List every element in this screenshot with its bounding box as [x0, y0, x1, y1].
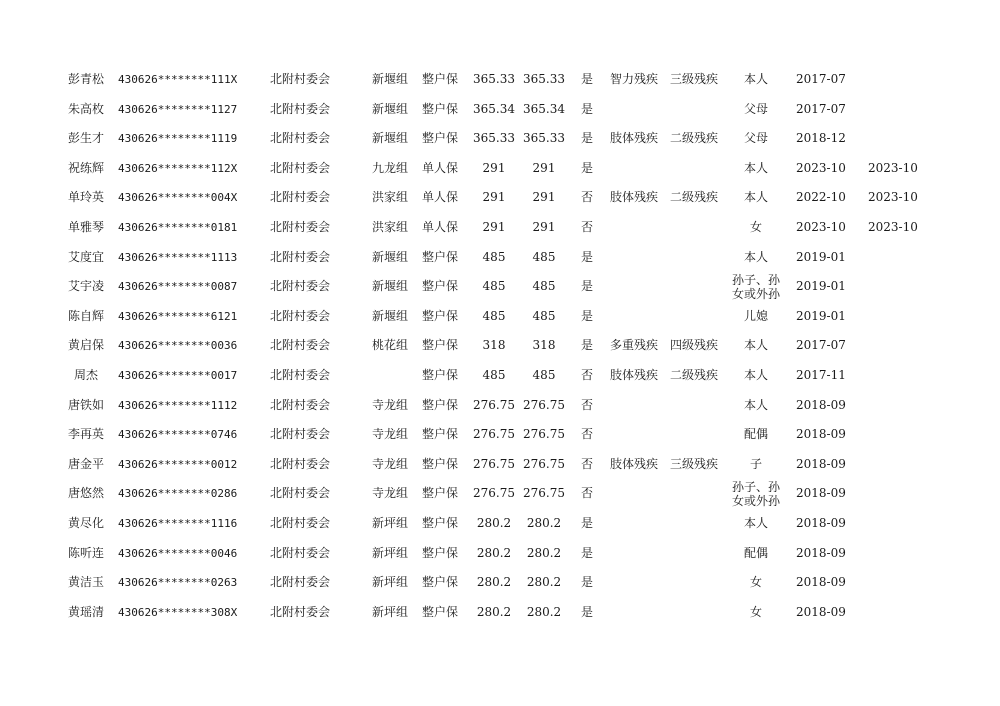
amount-cell: 318: [482, 338, 506, 353]
village-committee-cell: 北附村委会: [270, 190, 331, 205]
group-cell: 洪家组: [371, 190, 408, 205]
amount-cell: 291: [482, 190, 506, 205]
amount-cell: 365.33: [473, 72, 515, 86]
amount-cell: 485: [532, 279, 556, 294]
disability-level-cell: [670, 95, 726, 125]
date-cell: [868, 598, 928, 628]
disability-type-cell: [610, 420, 666, 450]
yes-no-cell: 是: [580, 308, 593, 323]
relation-cell: 本人: [743, 160, 768, 175]
guarantee-type-cell: 整户保: [422, 397, 459, 412]
village-committee-cell: 北附村委会: [270, 279, 331, 294]
amount-cell: 280.2: [476, 545, 512, 560]
yes-no-cell: 否: [580, 190, 593, 205]
disability-type-cell: [610, 479, 666, 509]
relation-cell: 父母: [743, 131, 768, 146]
amount-cell: 276.75: [523, 397, 565, 412]
guarantee-type-cell: 单人保: [422, 219, 459, 234]
start-date-cell: 2019-01: [796, 279, 846, 294]
yes-no-cell: 是: [580, 72, 593, 86]
amount-cell: 485: [482, 367, 506, 382]
table-row: [0, 213, 1000, 243]
start-date-cell: 2017-07: [796, 101, 846, 116]
amount-cell: 318: [532, 338, 556, 353]
group-cell: [366, 361, 414, 391]
start-date-cell: 2018-09: [796, 397, 846, 412]
disability-level-cell: [670, 479, 726, 509]
id-number-cell: 430626********0181: [118, 220, 238, 234]
disability-level-cell: [670, 568, 726, 598]
group-cell: 新堰组: [371, 249, 408, 264]
disability-type-cell: [610, 509, 666, 539]
relation-cell: 子: [749, 456, 762, 471]
group-cell: 新坪组: [371, 515, 408, 530]
guarantee-type-cell: 单人保: [422, 190, 459, 205]
amount-cell: 291: [532, 160, 556, 175]
table-row: [0, 243, 1000, 273]
village-committee-cell: 北附村委会: [270, 338, 331, 353]
disability-level-cell: [670, 598, 726, 628]
date-cell: [868, 450, 928, 480]
id-number-cell: 430626********6121: [118, 309, 238, 323]
village-committee-cell: 北附村委会: [270, 249, 331, 264]
date-cell: [868, 509, 928, 539]
village-committee-cell: 北附村委会: [270, 72, 331, 86]
yes-no-cell: 是: [580, 575, 593, 590]
disability-level-cell: 二级残疾: [670, 131, 719, 146]
disability-type-cell: 肢体残疾: [610, 131, 659, 146]
start-date-cell: 2018-09: [796, 427, 846, 442]
id-number-cell: 430626********0286: [118, 487, 238, 501]
amount-cell: 291: [532, 190, 556, 205]
table-row: [0, 95, 1000, 125]
date-cell: [868, 479, 928, 509]
group-cell: 新堰组: [371, 131, 408, 146]
id-number-cell: 430626********112X: [118, 161, 238, 175]
start-date-cell: 2017-07: [796, 72, 846, 86]
table-row: [0, 391, 1000, 421]
amount-cell: 280.2: [476, 604, 512, 619]
relation-cell: 本人: [743, 515, 768, 530]
name-cell: 单玲英: [67, 190, 104, 205]
name-cell: 彭青松: [67, 72, 104, 86]
start-date-cell: 2023-10: [796, 160, 846, 175]
relation-cell: 配偶: [743, 545, 768, 560]
guarantee-type-cell: 整户保: [422, 575, 459, 590]
date-cell: [868, 302, 928, 332]
amount-cell: 365.34: [473, 101, 515, 116]
guarantee-type-cell: 整户保: [422, 456, 459, 471]
name-cell: 周杰: [73, 367, 98, 382]
yes-no-cell: 是: [580, 101, 593, 116]
amount-cell: 276.75: [473, 456, 515, 471]
relation-cell: 本人: [743, 72, 768, 86]
group-cell: 九龙组: [371, 160, 408, 175]
guarantee-type-cell: 整户保: [422, 101, 459, 116]
disability-level-cell: [670, 272, 726, 302]
date-cell: [868, 391, 928, 421]
group-cell: 新坪组: [371, 604, 408, 619]
disability-type-cell: [610, 302, 666, 332]
date-cell: [868, 272, 928, 302]
yes-no-cell: 是: [580, 515, 593, 530]
disability-type-cell: [610, 568, 666, 598]
date-cell: 2023-10: [868, 219, 918, 234]
relation-cell: 女: [749, 219, 762, 234]
village-committee-cell: 北附村委会: [270, 486, 331, 501]
name-cell: 祝练辉: [67, 160, 104, 175]
disability-type-cell: 多重残疾: [610, 338, 659, 353]
disability-type-cell: [610, 213, 666, 243]
start-date-cell: 2018-09: [796, 575, 846, 590]
start-date-cell: 2022-10: [796, 190, 846, 205]
start-date-cell: 2019-01: [796, 308, 846, 323]
disability-type-cell: 智力残疾: [610, 72, 659, 86]
amount-cell: 485: [532, 249, 556, 264]
guarantee-type-cell: 整户保: [422, 486, 459, 501]
name-cell: 李再英: [67, 427, 104, 442]
id-number-cell: 430626********0263: [118, 576, 238, 590]
start-date-cell: 2018-09: [796, 486, 846, 501]
relation-cell: 孙子、孙女或外孙: [731, 273, 780, 302]
group-cell: 寺龙组: [371, 456, 408, 471]
group-cell: 新堰组: [371, 101, 408, 116]
id-number-cell: 430626********1119: [118, 132, 238, 146]
name-cell: 艾度宜: [67, 249, 104, 264]
yes-no-cell: 是: [580, 249, 593, 264]
yes-no-cell: 否: [580, 219, 593, 234]
disability-type-cell: [610, 391, 666, 421]
amount-cell: 276.75: [523, 427, 565, 442]
table-row: [0, 65, 1000, 95]
table-row: [0, 272, 1000, 302]
village-committee-cell: 北附村委会: [270, 575, 331, 590]
guarantee-type-cell: 整户保: [422, 249, 459, 264]
start-date-cell: 2018-09: [796, 515, 846, 530]
start-date-cell: 2018-09: [796, 604, 846, 619]
relation-cell: 本人: [743, 190, 768, 205]
guarantee-type-cell: 整户保: [422, 72, 459, 86]
disability-level-cell: 二级残疾: [670, 367, 719, 382]
id-number-cell: 430626********1113: [118, 250, 238, 264]
name-cell: 唐铁如: [67, 397, 104, 412]
yes-no-cell: 否: [580, 367, 593, 382]
relation-cell: 儿媳: [743, 308, 768, 323]
village-committee-cell: 北附村委会: [270, 308, 331, 323]
group-cell: 寺龙组: [371, 486, 408, 501]
id-number-cell: 430626********1112: [118, 398, 238, 412]
name-cell: 黄瑶清: [67, 604, 104, 619]
amount-cell: 485: [532, 308, 556, 323]
guarantee-type-cell: 整户保: [422, 279, 459, 294]
table-row: [0, 450, 1000, 480]
guarantee-type-cell: 整户保: [422, 427, 459, 442]
guarantee-type-cell: 整户保: [422, 367, 459, 382]
village-committee-cell: 北附村委会: [270, 397, 331, 412]
guarantee-type-cell: 整户保: [422, 545, 459, 560]
disability-level-cell: 二级残疾: [670, 190, 719, 205]
relation-cell: 本人: [743, 338, 768, 353]
village-committee-cell: 北附村委会: [270, 515, 331, 530]
relation-cell: 配偶: [743, 427, 768, 442]
disability-level-cell: 三级残疾: [670, 72, 719, 86]
table-row: [0, 539, 1000, 569]
yes-no-cell: 是: [580, 279, 593, 294]
amount-cell: 280.2: [526, 604, 562, 619]
relation-cell: 本人: [743, 397, 768, 412]
table-row: [0, 420, 1000, 450]
group-cell: 新堰组: [371, 279, 408, 294]
disability-type-cell: [610, 598, 666, 628]
id-number-cell: 430626********1127: [118, 102, 238, 116]
group-cell: 桃花组: [371, 338, 408, 353]
id-number-cell: 430626********0017: [118, 368, 238, 382]
date-cell: [868, 361, 928, 391]
amount-cell: 280.2: [476, 575, 512, 590]
table-row: [0, 568, 1000, 598]
amount-cell: 485: [482, 249, 506, 264]
relation-cell: 孙子、孙女或外孙: [731, 480, 780, 509]
disability-level-cell: 四级残疾: [670, 338, 719, 353]
amount-cell: 485: [482, 308, 506, 323]
date-cell: [868, 243, 928, 273]
date-cell: 2023-10: [868, 160, 918, 175]
date-cell: [868, 331, 928, 361]
table-row: [0, 154, 1000, 184]
yes-no-cell: 是: [580, 160, 593, 175]
yes-no-cell: 否: [580, 427, 593, 442]
village-committee-cell: 北附村委会: [270, 160, 331, 175]
name-cell: 唐金平: [67, 456, 104, 471]
amount-cell: 276.75: [473, 427, 515, 442]
start-date-cell: 2019-01: [796, 249, 846, 264]
amount-cell: 280.2: [526, 575, 562, 590]
start-date-cell: 2018-09: [796, 456, 846, 471]
guarantee-type-cell: 整户保: [422, 604, 459, 619]
id-number-cell: 430626********0036: [118, 339, 238, 353]
name-cell: 陈自辉: [67, 308, 104, 323]
yes-no-cell: 是: [580, 604, 593, 619]
guarantee-type-cell: 整户保: [422, 515, 459, 530]
group-cell: 新堰组: [371, 308, 408, 323]
amount-cell: 485: [532, 367, 556, 382]
group-cell: 洪家组: [371, 219, 408, 234]
name-cell: 黄尽化: [67, 515, 104, 530]
guarantee-type-cell: 整户保: [422, 338, 459, 353]
amount-cell: 280.2: [526, 545, 562, 560]
amount-cell: 276.75: [523, 456, 565, 471]
amount-cell: 365.33: [523, 131, 565, 146]
table-row: [0, 361, 1000, 391]
disability-type-cell: 肢体残疾: [610, 190, 659, 205]
village-committee-cell: 北附村委会: [270, 131, 331, 146]
amount-cell: 280.2: [476, 515, 512, 530]
amount-cell: 365.34: [523, 101, 565, 116]
guarantee-type-cell: 单人保: [422, 160, 459, 175]
date-cell: [868, 568, 928, 598]
guarantee-type-cell: 整户保: [422, 308, 459, 323]
village-committee-cell: 北附村委会: [270, 101, 331, 116]
relation-cell: 女: [749, 575, 762, 590]
name-cell: 唐悠然: [67, 486, 104, 501]
id-number-cell: 430626********0046: [118, 546, 238, 560]
table-row: [0, 331, 1000, 361]
date-cell: 2023-10: [868, 190, 918, 205]
yes-no-cell: 否: [580, 486, 593, 501]
name-cell: 黄洁玉: [67, 575, 104, 590]
id-number-cell: 430626********0087: [118, 280, 238, 294]
date-cell: [868, 95, 928, 125]
name-cell: 单雅琴: [67, 219, 104, 234]
disability-type-cell: [610, 243, 666, 273]
relation-cell: 女: [749, 604, 762, 619]
village-committee-cell: 北附村委会: [270, 456, 331, 471]
village-committee-cell: 北附村委会: [270, 545, 331, 560]
relation-cell: 父母: [743, 101, 768, 116]
amount-cell: 276.75: [523, 486, 565, 501]
disability-type-cell: [610, 95, 666, 125]
disability-level-cell: [670, 243, 726, 273]
amount-cell: 291: [532, 219, 556, 234]
start-date-cell: 2023-10: [796, 219, 846, 234]
amount-cell: 365.33: [473, 131, 515, 146]
amount-cell: 280.2: [526, 515, 562, 530]
date-cell: [868, 124, 928, 154]
amount-cell: 291: [482, 219, 506, 234]
table-row: [0, 598, 1000, 628]
table-row: [0, 479, 1000, 509]
disability-level-cell: 三级残疾: [670, 456, 719, 471]
table-row: [0, 183, 1000, 213]
amount-cell: 365.33: [523, 72, 565, 86]
disability-level-cell: [670, 420, 726, 450]
amount-cell: 485: [482, 279, 506, 294]
start-date-cell: 2018-09: [796, 545, 846, 560]
record-table: [0, 65, 1000, 627]
disability-type-cell: 肢体残疾: [610, 367, 659, 382]
date-cell: [868, 539, 928, 569]
name-cell: 彭生才: [67, 131, 104, 146]
yes-no-cell: 是: [580, 131, 593, 146]
disability-type-cell: [610, 272, 666, 302]
disability-level-cell: [670, 539, 726, 569]
name-cell: 黄启保: [67, 338, 104, 353]
guarantee-type-cell: 整户保: [422, 131, 459, 146]
start-date-cell: 2017-11: [796, 367, 846, 382]
village-committee-cell: 北附村委会: [270, 427, 331, 442]
table-row: [0, 509, 1000, 539]
disability-type-cell: 肢体残疾: [610, 456, 659, 471]
disability-type-cell: [610, 539, 666, 569]
yes-no-cell: 否: [580, 397, 593, 412]
disability-type-cell: [610, 154, 666, 184]
name-cell: 艾宇凌: [67, 279, 104, 294]
village-committee-cell: 北附村委会: [270, 219, 331, 234]
village-committee-cell: 北附村委会: [270, 367, 331, 382]
start-date-cell: 2017-07: [796, 338, 846, 353]
name-cell: 朱高枚: [67, 101, 104, 116]
amount-cell: 276.75: [473, 397, 515, 412]
group-cell: 寺龙组: [371, 427, 408, 442]
date-cell: [868, 65, 928, 95]
yes-no-cell: 是: [580, 338, 593, 353]
name-cell: 陈听连: [67, 545, 104, 560]
disability-level-cell: [670, 213, 726, 243]
group-cell: 寺龙组: [371, 397, 408, 412]
id-number-cell: 430626********004X: [118, 191, 238, 205]
disability-level-cell: [670, 509, 726, 539]
relation-cell: 本人: [743, 367, 768, 382]
table-row: [0, 124, 1000, 154]
group-cell: 新坪组: [371, 545, 408, 560]
start-date-cell: 2018-12: [796, 131, 846, 146]
table-row: [0, 302, 1000, 332]
disability-level-cell: [670, 302, 726, 332]
yes-no-cell: 是: [580, 545, 593, 560]
id-number-cell: 430626********0746: [118, 428, 238, 442]
id-number-cell: 430626********0012: [118, 457, 238, 471]
id-number-cell: 430626********308X: [118, 605, 238, 619]
disability-level-cell: [670, 391, 726, 421]
amount-cell: 276.75: [473, 486, 515, 501]
disability-level-cell: [670, 154, 726, 184]
village-committee-cell: 北附村委会: [270, 604, 331, 619]
group-cell: 新堰组: [371, 72, 408, 86]
date-cell: [868, 420, 928, 450]
group-cell: 新坪组: [371, 575, 408, 590]
amount-cell: 291: [482, 160, 506, 175]
yes-no-cell: 否: [580, 456, 593, 471]
relation-cell: 本人: [743, 249, 768, 264]
id-number-cell: 430626********111X: [118, 73, 238, 86]
id-number-cell: 430626********1116: [118, 516, 238, 530]
